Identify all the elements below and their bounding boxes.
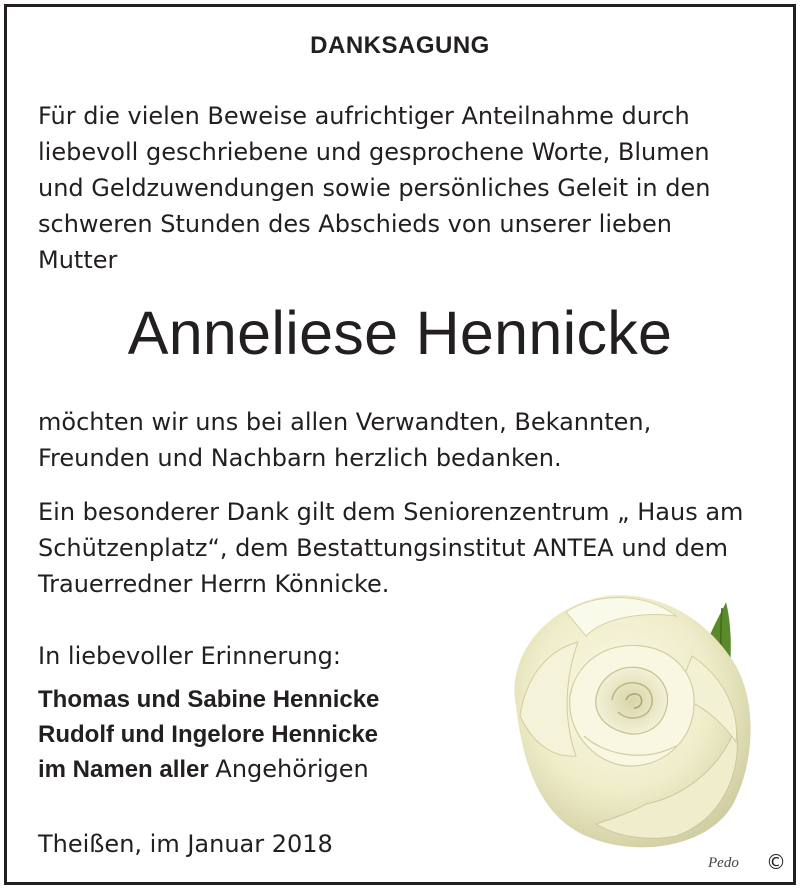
notice-heading: DANKSAGUNG [310,32,490,59]
signers-block [38,682,379,787]
signer-line-2: Rudolf und Ingelore Hennicke [38,721,379,748]
deceased-name: Anneliese Hennicke [127,299,673,367]
intro-paragraph: Für die vielen Beweise aufrichtiger Anteilnahme durch liebevoll geschriebene und gesprochene Worte, Blumen und Geldzuwendungen sowie persönliches Geleit in den schweren Stunden des Abschieds von unserer lieben Mutter [38,102,711,274]
place-date: Theißen, im Januar 2018 [38,830,333,858]
special-thanks-paragraph: Ein besonderer Dank gilt dem Seniorenzentrum „ Haus am Schützenplatz“, dem Bestattungsinstitut ANTEA und dem Trauerredner Herrn Könnicke. [38,498,744,598]
copyright-symbol: © [766,850,786,874]
thanks-paragraph: möchten wir uns bei allen Verwandten, Bekannten, Freunden und Nachbarn herzlich bedanken. [38,408,652,472]
signer-line-3-normal: Angehörigen [215,755,369,783]
signer-line-3-bold: im Namen aller [38,756,216,783]
memory-line: In liebevoller Erinnerung: [38,642,341,670]
rose-icon [496,586,764,856]
photo-credit: Pedo [708,855,739,871]
signer-line-1: Thomas und Sabine Hennicke [38,686,380,713]
signer-line-3 [38,752,379,787]
